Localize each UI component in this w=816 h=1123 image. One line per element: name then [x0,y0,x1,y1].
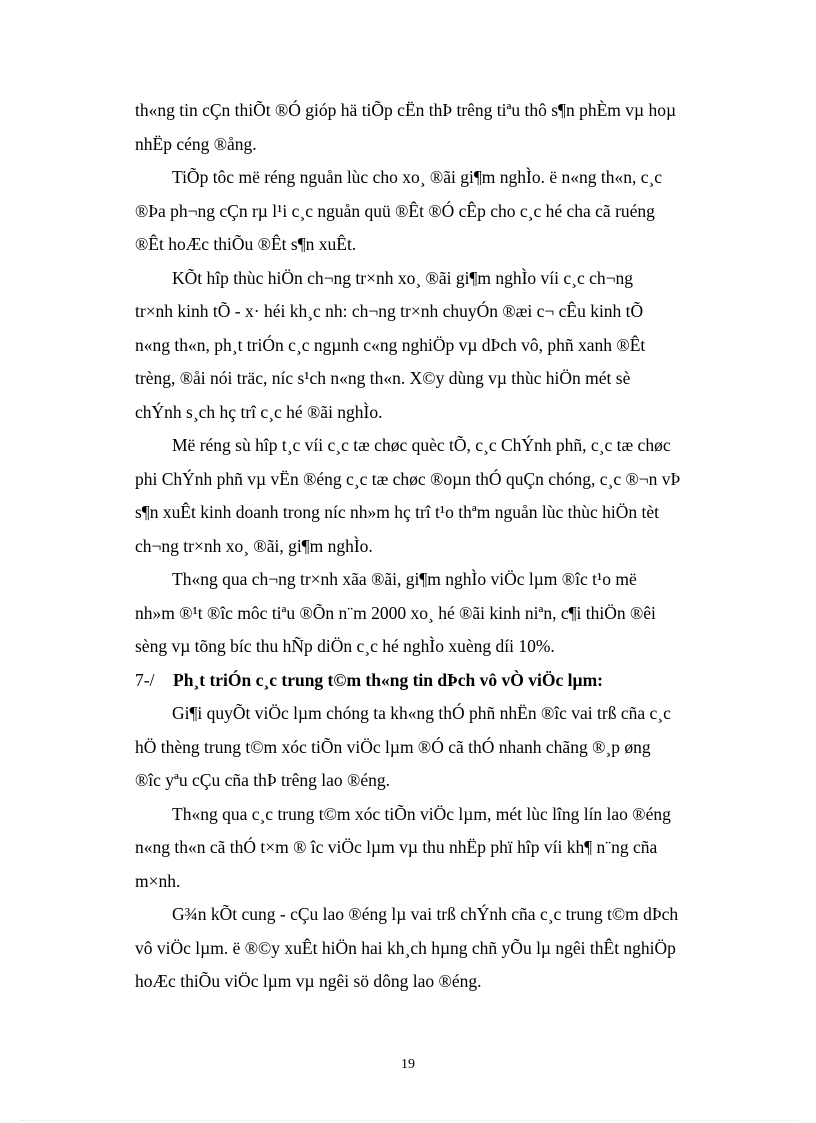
page-number: 19 [401,1057,415,1072]
text-line: ®Þa ph¬ng cÇn rµ l¹i c¸c nguån quü ®Êt ®Ó cÊp cho c¸c hé cha cã ruéng [135,200,655,221]
section-title: Ph¸t triÓn c¸c trung t©m th«ng tin dÞch vô vÒ viÖc lµm: [173,669,603,690]
page-body [135,94,770,999]
text-line: phi ChÝnh phñ vµ vËn ®éng c¸c tæ chøc ®oµn thÓ quÇn chóng, c¸c ®¬n vÞ [135,468,681,489]
text-line: n«ng th«n, ph¸t triÓn c¸c ngµnh c«ng nghiÖp vµ dÞch vô, phñ xanh ®Êt [135,334,646,355]
text-line: TiÕp tôc më réng nguån lùc cho xo¸ ®ãi gi¶m nghÌo. ë n«ng th«n, c¸c [172,167,663,187]
text-line: ch¬ng tr×nh xo¸ ®ãi, gi¶m nghÌo. [135,535,373,556]
text-line: n«ng th«n cã thÓ t×m ® îc viÖc lµm vµ thu nhËp phï hîp víi kh¶ n¨ng cña [135,837,658,857]
text-line: vô viÖc lµm. ë ®©y xuÊt hiÖn hai kh¸ch hµng chñ yÕu lµ ngêi thÊt nghiÖp [135,937,676,958]
text-line: th«ng tin cÇn thiÕt ®Ó gióp hä tiÕp cËn thÞ trêng tiªu thô s¶n phÈm vµ hoµ [135,100,677,120]
text-line: G¾n kÕt cung - cÇu lao ®éng lµ vai trß chÝnh cña c¸c trung t©m dÞch [172,904,679,924]
text-line: hoÆc thiÕu viÖc lµm vµ ngêi sö dông lao ®éng. [135,971,482,991]
text-line: ®îc yªu cÇu cña thÞ trêng lao ®éng. [135,770,390,790]
paragraph [135,563,770,664]
section-heading [135,664,770,698]
paragraph [135,429,770,563]
text-line: nh»m ®¹t ®îc môc tiªu ®Õn n¨m 2000 xo¸ hé ®ãi kinh niªn, c¶i thiÖn ®êi [135,602,656,623]
paragraph [135,898,770,999]
text-line: Gi¶i quyÕt viÖc lµm chóng ta kh«ng thÓ phñ nhËn ®îc vai trß cña c¸c [172,703,671,723]
text-line: tr×nh kinh tÕ - x· héi kh¸c nh: ch¬ng tr×nh chuyÓn ®æi c¬ cÊu kinh tÕ [135,301,644,321]
text-line: ®Êt hoÆc thiÕu ®Êt s¶n xuÊt. [135,234,357,254]
text-line: m×nh. [135,870,181,891]
text-line: sèng vµ tõng bíc thu hÑp diÖn c¸c hé nghÌo xuèng díi 10%. [135,636,555,656]
text-line: hÖ thèng trung t©m xóc tiÕn viÖc lµm ®Ó cã thÓ nhanh chãng ®¸p øng [135,736,651,757]
text-line: Th«ng qua ch¬ng tr×nh xãa ®ãi, gi¶m nghÌo viÖc lµm ®îc t¹o më [172,569,637,589]
text-line: chÝnh s¸ch hç trî c¸c hé ®ãi nghÌo. [135,401,383,422]
text-line: Më réng sù hîp t¸c víi c¸c tæ chøc quèc tÕ, c¸c ChÝnh phñ, c¸c tæ chøc [172,435,671,455]
text-line: KÕt hîp thùc hiÖn ch¬ng tr×nh xo¸ ®ãi gi¶m nghÌo víi c¸c ch¬ng [172,267,634,288]
page-bottom-divider [20,1120,796,1121]
paragraph [135,94,770,161]
text-line: trèng, ®åi nói träc, níc s¹ch n«ng th«n. X©y dùng vµ thùc hiÖn mét sè [135,368,631,388]
section-number: 7-/ [135,669,155,690]
text-line: Th«ng qua c¸c trung t©m xóc tiÕn viÖc lµm, mét lùc lîng lín lao ®éng [172,803,671,824]
paragraph [135,798,770,899]
paragraph [135,262,770,430]
text-line: nhËp céng ®ång. [135,133,257,154]
paragraph [135,161,770,262]
text-line: s¶n xuÊt kinh doanh trong níc nh»m hç trî t¹o thªm nguån lùc thùc hiÖn tèt [135,502,659,522]
paragraph [135,697,770,798]
